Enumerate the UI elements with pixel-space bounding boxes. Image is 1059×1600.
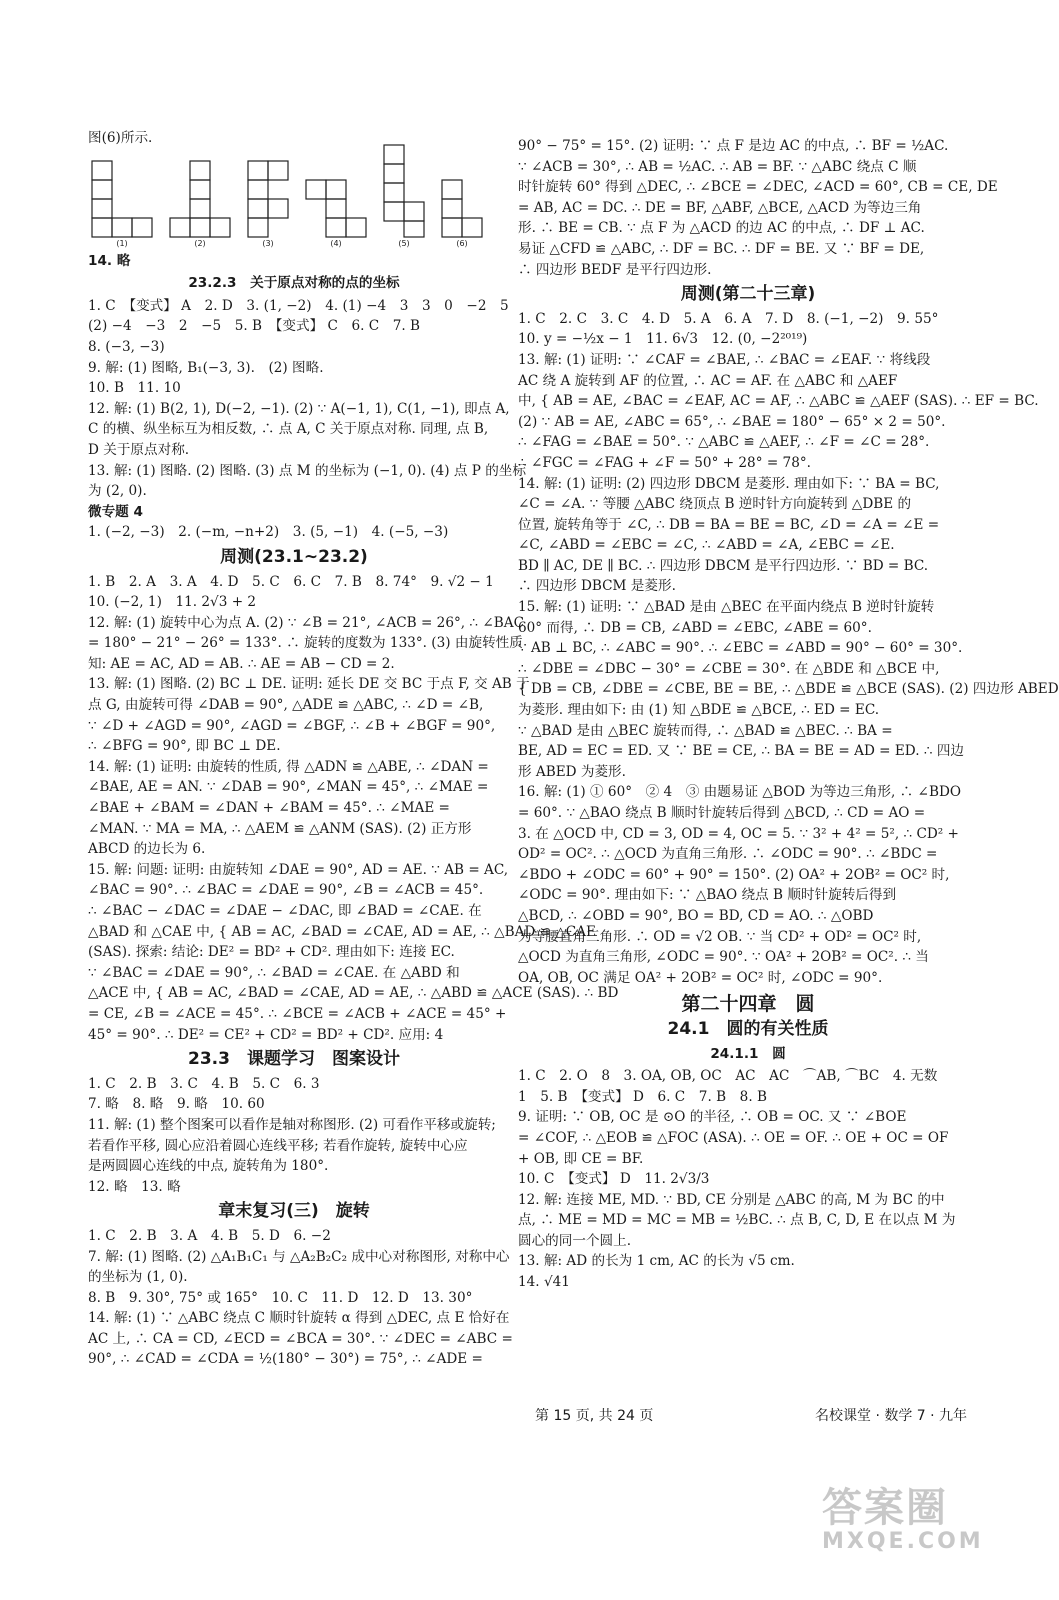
text-line: ∵ ∠D + ∠AGD = 90°, ∠AGD = ∠BGF, ∴ ∠B + ∠BGF = 90°, <box>88 717 496 734</box>
text-line: BE, AD = EC = ED. 又 ∵ BE = CE, ∴ BA = BE = AD = ED. ∴ 四边 <box>518 743 965 760</box>
text-line: ∵ ∠BAC = ∠DAE = 90°, ∴ ∠BAD = ∠CAE. 在 △ABD 和 <box>88 964 460 981</box>
text-line: ABCD 的边长为 6. <box>88 841 206 858</box>
text-line: 9. 解: (1) 图略, B₁(−3, 3). (2) 图略. <box>88 359 324 376</box>
figure-label: (2) <box>194 238 206 248</box>
cube-net-drawing <box>304 159 368 239</box>
text-line: ∴ ∠BFG = 90°, 即 BC ⊥ DE. <box>88 738 281 755</box>
text-line: 点 G, 由旋转可得 ∠DAB = 90°, △ADE ≌ △ABC, ∴ ∠D = ∠B, <box>88 697 484 714</box>
text-line: = ∠COF, ∴ △EOB ≌ △FOC (ASA). ∴ OE = OF. ∴ OE + OC = OF <box>518 1129 949 1146</box>
figure-label: (6) <box>456 238 468 248</box>
text-line: 为等腰直角三角形. ∴ OD = √2 OB. ∵ 当 CD² + OD² = OC² 时, <box>518 928 922 945</box>
cube-net-drawing <box>440 159 484 239</box>
section-title: 23.2.3 关于原点对称的点的坐标 <box>188 275 400 292</box>
book-brand: 名校课堂 · 数学 7 · 九年 <box>815 1408 968 1424</box>
cube-net-drawing <box>382 143 426 239</box>
text-line: (2) −4 −3 2 −5 5. B 【变式】 C 6. C 7. B <box>88 318 421 335</box>
text-line: 时针旋转 60° 得到 △DEC, ∴ ∠BCE = ∠DEC, ∠ACD = 60°, CB = CE, DE <box>518 179 998 196</box>
text-line: 1. B 2. A 3. A 4. D 5. C 6. C 7. B 8. 74° 9. √2 − 1 <box>88 573 494 590</box>
text-line: 12. 解: (1) B(2, 1), D(−2, −1). (2) ∵ A(−1, 1), C(1, −1), 即点 A, <box>88 400 510 417</box>
text-line: = AB, AC = DC. ∴ DE = BF, △ABF, △BCE, △ACD 为等边三角 <box>518 199 922 216</box>
text-line: 点, ∴ ME = MD = MC = MB = ½BC. ∴ 点 B, C, D, E 在以点 M 为 <box>518 1212 956 1229</box>
watermark-url: MXQE.COM <box>822 1529 984 1554</box>
text-line: 10. y = −½x − 1 11. 6√3 12. (0, −2²⁰¹⁹) <box>518 331 808 348</box>
text-line: 位置, 旋转角等于 ∠C, ∴ DB = BA = BE = BC, ∠D = ∠A = ∠E = <box>518 516 940 533</box>
text-line: 1. C 2. B 3. A 4. B 5. D 6. −2 <box>88 1227 331 1244</box>
text-line: 90°, ∴ ∠CAD = ∠CDA = ½(180° − 30°) = 75°, ∴ ∠ADE = <box>88 1351 483 1368</box>
text-line: 60° 而得, ∴ DB = CB, ∠ABD = ∠EBC, ∠ABE = 60°. <box>518 619 872 636</box>
text-line: 若看作平移, 圆心应沿着圆心连线平移; 若看作旋转, 旋转中心应 <box>88 1137 468 1154</box>
text-line: ∠BAE, AE = AN. ∵ ∠DAB = 90°, ∠MAN = 45°, ∴ ∠MAE = <box>88 779 489 796</box>
figure-label: (5) <box>398 238 410 248</box>
right-column <box>518 136 1059 1293</box>
text-line: 13. 解: (1) 图略. (2) 图略. (3) 点 M 的坐标为 (−1, 0). (4) 点 P 的坐标 <box>88 462 526 479</box>
text-line: ∠C, ∠ABD = ∠EBC = ∠C, ∴ ∠ABD = ∠A, ∠EBC = ∠E. <box>518 537 895 554</box>
watermark-logo-text: 答案圈 <box>822 1485 948 1531</box>
text-line: 的坐标为 (1, 0). <box>88 1269 188 1286</box>
text-line: 8. (−3, −3) <box>88 338 165 355</box>
text-line: 12. 解: (1) 旋转中心为点 A. (2) ∵ ∠B = 21°, ∠ACB = 26°, ∴ ∠BAC <box>88 614 524 631</box>
text-line: ∠BAC = 90°. ∴ ∠BAC = ∠DAE = 90°, ∠B = ∠ACB = 45°. <box>88 882 484 899</box>
text-line: BD ∥ AC, DE ∥ BC. ∴ 四边形 DBCM 是平行四边形. ∵ BD = BC. <box>518 557 929 574</box>
text-line: = 180° − 21° − 26° = 133°. ∴ 旋转的度数为 133°. (3) 由旋转性质 <box>88 635 523 652</box>
text-line: 14. √41 <box>518 1274 570 1291</box>
figure-label: (1) <box>116 238 128 248</box>
text-line: 14. 解: (1) 证明: (2) 四边形 DBCM 是菱形. 理由如下: ∵ BA = BC, <box>518 475 940 492</box>
page-number: 第 15 页, 共 24 页 <box>535 1408 654 1424</box>
section-title: 23.3 课题学习 图案设计 <box>188 1049 400 1070</box>
text-line: 7. 解: (1) 图略. (2) △A₁B₁C₁ 与 △A₂B₂C₂ 成中心对称图形, 对称中心 <box>88 1248 510 1265</box>
text-line: = CE, ∠B = ∠ACE = 45°. ∴ ∠BCE = ∠ACB + ∠ACE = 45° + <box>88 1005 507 1022</box>
text-line: (2) ∵ AB = AE, ∠ABC = 65°, ∴ ∠BAE = 180° − 65° × 2 = 50°. <box>518 413 946 430</box>
text-line: 13. 解: (1) 图略. (2) BC ⊥ DE. 证明: 延长 DE 交 BC 于点 F, 交 AB 于 <box>88 676 530 693</box>
text-line: 1. C 2. B 3. C 4. B 5. C 6. 3 <box>88 1075 320 1092</box>
chapter-title: 第二十四章 圆 <box>681 993 815 1016</box>
text-line: = 60°. ∵ △BAO 绕点 B 顺时针旋转后得到 △BCD, ∴ CD = AO = <box>518 805 926 821</box>
section-title: 周测(第二十三章) <box>680 284 816 305</box>
section-title: 章末复习(三) 旋转 <box>218 1201 370 1222</box>
text-line: 图(6)所示. <box>88 130 153 146</box>
text-line: ∠ODC = 90°. 理由如下: ∵ △BAO 绕点 B 顺时针旋转后得到 <box>518 887 897 904</box>
figure-label: (4) <box>330 238 342 248</box>
text-line: 1. (−2, −3) 2. (−m, −n+2) 3. (5, −1) 4. (−5, −3) <box>88 524 449 541</box>
cube-net-figures <box>90 153 500 249</box>
text-line: 10. (−2, 1) 11. 2√3 + 2 <box>88 594 257 611</box>
text-line: 13. 解: AD 的长为 1 cm, AC 的长为 √5 cm. <box>518 1253 795 1270</box>
text-line: ∠C = ∠A. ∵ 等腰 △ABC 绕顶点 B 逆时针方向旋转到 △DBE 的 <box>518 496 912 513</box>
text-line: 中, { AB = AE, ∠BAC = ∠EAF, AC = AF, ∴ △ABC ≌ △AEF (SAS). ∴ EF = BC. <box>518 393 1039 410</box>
text-line: C 的横、纵坐标互为相反数, ∴ 点 A, C 关于原点对称. 同理, 点 B, <box>88 421 489 438</box>
text-line: OD² = OC². ∴ △OCD 为直角三角形. ∴ ∠ODC = 90°. ∴ ∠BDC = <box>518 846 938 863</box>
text-line: △OCD 为直角三角形, ∠ODC = 90°. ∵ OA² + 2OB² = OC². ∴ 当 <box>518 949 929 966</box>
text-line: 形 ABED 为菱形. <box>518 763 626 780</box>
text-line: ∴ ∠FGC = ∠FAG + ∠F = 50° + 28° = 78°. <box>518 454 811 471</box>
text-line: 知: AE = AC, AD = AB. ∴ AE = AB − CD = 2. <box>88 655 395 672</box>
figure-label: (3) <box>262 238 274 248</box>
figure-6 <box>440 159 484 249</box>
text-line: 3. 在 △OCD 中, CD = 3, OD = 4, OC = 5. ∵ 3² + 4² = 5², ∴ CD² + <box>518 825 959 842</box>
text-line: 8. B 9. 30°, 75° 或 165° 10. C 11. D 12. D 13. 30° <box>88 1289 473 1306</box>
text-line: 14. 解: (1) ∵ △ABC 绕点 C 顺时针旋转 α 得到 △DEC, 点 E 恰好在 <box>88 1310 510 1327</box>
subsection-title: 24.1.1 圆 <box>710 1045 786 1062</box>
text-line: 易证 △CFD ≌ △ABC, ∴ DF = BC. ∴ DF = BE. 又 ∵ BF = DE, <box>518 240 925 257</box>
text-line: 7. 略 8. 略 9. 略 10. 60 <box>88 1096 265 1113</box>
cube-net-drawing <box>168 159 232 239</box>
text-line: (SAS). 探索: 结论: DE² = BD² + CD². 理由如下: 连接 EC. <box>88 944 455 961</box>
text-line: △BCD, ∴ ∠OBD = 90°, BO = BD, CD = AO. ∴ △OBD <box>518 907 874 924</box>
text-line: 16. 解: (1) ① 60° ② 4 ③ 由题易证 △BOD 为等边三角形, ∴ ∠BDO <box>518 784 961 801</box>
text-line: OA, OB, OC 满足 OA² + 2OB² = OC² 时, ∠ODC = 90°. <box>518 969 883 986</box>
text-line: ∴ ∠BAC − ∠DAC = ∠DAE − ∠DAC, 即 ∠BAD = ∠CAE. 在 <box>88 903 482 919</box>
text-line: + OB, 即 CE = BF. <box>518 1150 644 1167</box>
section-title: 24.1 圆的有关性质 <box>667 1018 829 1039</box>
text-line: 1. C 2. C 3. C 4. D 5. A 6. A 7. D 8. (−1, −2) 9. 55° <box>518 310 939 327</box>
text-line: 形. ∴ BE = CB. ∵ 点 F 为 △ACD 的边 AC 的中点, ∴ DF ⊥ AC. <box>518 220 925 237</box>
text-line: ∵ ∠ACB = 30°, ∴ AB = ½AC. ∴ AB = BF. ∵ △ABC 绕点 C 顺 <box>518 158 917 175</box>
text-line: ∴ ∠DBE = ∠DBC − 30° = ∠CBE = 30°. 在 △BDE 和 △BCE 中, <box>518 660 940 677</box>
text-line: 14. 解: (1) 证明: 由旋转的性质, 得 △ADN ≌ △ABE, ∴ ∠DAN = <box>88 758 489 775</box>
text-line: 圆心的同一个圆上. <box>518 1232 632 1249</box>
text-line: 45° = 90°. ∴ DE² = CE² + CD² = BD² + CD². 应用: 4 <box>88 1026 444 1043</box>
text-line: 1. C 【变式】 A 2. D 3. (1, −2) 4. (1) −4 3 3 0 −2 5 <box>88 297 509 314</box>
text-line: D 关于原点对称. <box>88 441 190 458</box>
text-line: 10. C 【变式】 D 11. 2√3/3 <box>518 1171 710 1188</box>
text-line: { DB = CB, ∠DBE = ∠CBE, BE = BE, ∴ △BDE ≌ △BCE (SAS). (2) 四边形 ABED <box>518 681 1059 698</box>
text-line: 11. 解: (1) 整个图案可以看作是轴对称图形. (2) 可看作平移或旋转; <box>88 1116 496 1133</box>
figure-5 <box>382 143 426 249</box>
text-line: 为菱形. 理由如下: 由 (1) 知 △BDE ≌ △BCE, ∴ ED = EC. <box>518 702 880 719</box>
text-line: 90° − 75° = 15°. (2) 证明: ∵ 点 F 是边 AC 的中点, ∴ BF = ½AC. <box>518 138 949 154</box>
text-line: 13. 解: (1) 证明: ∵ ∠CAF = ∠BAE, ∴ ∠BAC = ∠EAF. ∵ 将线段 <box>518 351 931 368</box>
text-line: 9. 证明: ∵ OB, OC 是 ⊙O 的半径, ∴ OB = OC. 又 ∵ ∠BOE <box>518 1109 907 1126</box>
text-line: 1 5. B 【变式】 D 6. C 7. B 8. B <box>518 1088 767 1105</box>
text-line: 10. B 11. 10 <box>88 380 181 397</box>
text-line: 为 (2, 0). <box>88 483 147 500</box>
text-line: 15. 解: 问题: 证明: 由旋转知 ∠DAE = 90°, AD = AE. ∵ AB = AC, <box>88 861 509 878</box>
text-line: ∴ 四边形 DBCM 是菱形. <box>518 578 676 595</box>
text-line: 12. 略 13. 略 <box>88 1178 181 1195</box>
text-line: 是两圆圆心连线的中点, 旋转角为 180°. <box>88 1158 329 1175</box>
text-line: 15. 解: (1) 证明: ∵ △BAD 是由 △BEC 在平面内绕点 B 逆时针旋转 <box>518 599 935 616</box>
cube-net-drawing <box>90 159 154 239</box>
text-line: ∴ 四边形 BEDF 是平行四边形. <box>518 261 712 278</box>
text-line: 12. 解: 连接 ME, MD. ∵ BD, CE 分别是 △ABC 的高, M 为 BC 的中 <box>518 1191 945 1208</box>
cube-net-drawing <box>246 159 290 239</box>
text-line: AC 上, ∴ CA = CD, ∠ECD = ∠BCA = 30°. ∵ ∠DEC = ∠ABC = <box>88 1330 513 1347</box>
site-watermark <box>822 1476 984 1554</box>
figure-4 <box>304 159 368 249</box>
text-line: △ACE 中, { AB = AC, ∠BAD = ∠CAE, AD = AE, ∴ △ABD ≌ △ACE (SAS). ∴ BD <box>88 985 619 1002</box>
figure-3 <box>246 159 290 249</box>
text-line: ∵ AB ⊥ BC, ∴ ∠ABC = 90°. ∴ ∠EBC = ∠ABD = 90° − 60° = 30°. <box>518 640 963 657</box>
text-line: 14. 略 <box>88 252 131 269</box>
text-line: ∠BAE + ∠BAM = ∠DAN + ∠BAM = 45°. ∴ ∠MAE = <box>88 800 450 817</box>
figure-2 <box>168 159 232 249</box>
text-line: AC 绕 A 旋转到 AF 的位置, ∴ AC = AF. 在 △ABC 和 △AEF <box>518 372 898 389</box>
text-line: △BAD 和 △CAE 中, { AB = AC, ∠BAD = ∠CAE, AD = AE, ∴ △BAD ≌ △CAE <box>88 923 596 940</box>
text-line: ∠MAN. ∵ MA = MA, ∴ △AEM ≌ △ANM (SAS). (2) 正方形 <box>88 820 472 837</box>
text-line: 1. C 2. O 8 3. OA, OB, OC AC AC ⌒AB, ⌒BC 4. 无数 <box>518 1068 938 1085</box>
subsection-title: 微专题 4 <box>88 503 143 520</box>
text-line: ∠BDO + ∠ODC = 60° + 90° = 150°. (2) OA² + 2OB² = OC² 时, <box>518 866 950 883</box>
figure-1 <box>90 159 154 249</box>
text-line: ∵ △BAD 是由 △BEC 旋转而得, ∴ △BAD ≌ △BEC. ∴ BA = <box>518 722 893 739</box>
section-title: 周测(23.1∼23.2) <box>220 546 368 567</box>
text-line: ∴ ∠FAG = ∠BAE = 50°. ∵ △ABC ≌ △AEF, ∴ ∠F = ∠C = 28°. <box>518 434 930 451</box>
